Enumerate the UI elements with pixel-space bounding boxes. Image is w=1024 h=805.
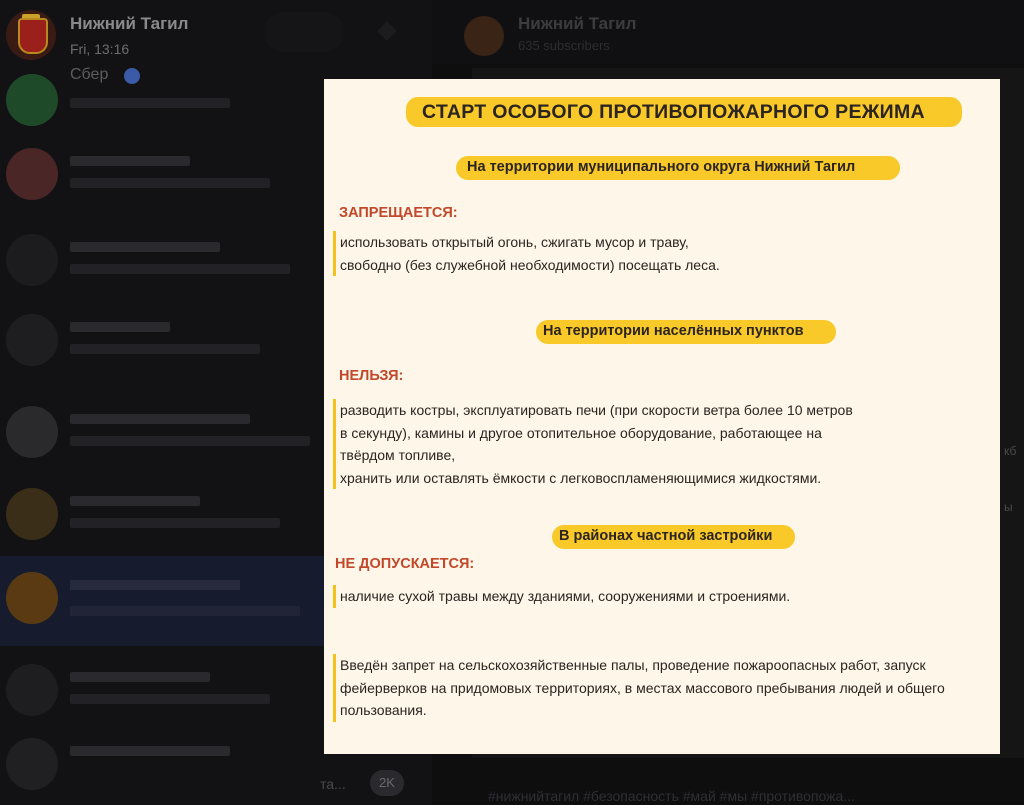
unread-badge: 2K [370,770,404,796]
not-allowed-label: НЕ ДОПУСКАЕТСЯ: [335,556,475,572]
chat-item-nizhny-tagil[interactable] [0,0,432,62]
additional-ban-note [333,654,945,722]
note-line: фейерверков на придомовых территориях, в местах массового пребывания людей и общего [340,679,945,696]
chat-title: Нижний Тагил [70,14,189,33]
section-heading-private-housing: В районах частной застройки [559,528,773,544]
avatar [6,572,58,624]
rule-line: наличие сухой травы между зданиями, сооружениями и строениями. [340,588,791,604]
channel-avatar [464,16,504,56]
avatar [6,488,58,540]
avatar [6,314,58,366]
poster-title: СТАРТ ОСОБОГО ПРОТИВОПОЖАРНОГО РЕЖИМА [422,101,925,123]
forbidden-label: НЕЛЬЗЯ: [339,368,404,384]
blurred-name [70,672,210,682]
chat-timestamp: Fri, 13:16 [70,41,130,57]
rules-block-private-housing [333,585,790,608]
post-hashtags: #нижнийтагил #безопасность #май #мы #противопожа... [488,788,855,804]
note-line: пользования. [340,702,427,718]
rule-line: разводить костры, эксплуатировать печи (при скорости ветра более 10 метров [340,402,853,418]
section-heading-settlements: На территории населённых пунктов [543,323,804,339]
rule-line: в секунду), камины и другое отопительное оборудование, работающее на [340,424,822,441]
blurred-preview [70,344,260,354]
avatar [6,234,58,286]
blurred-name [70,496,200,506]
avatar [6,664,58,716]
message-text-fragment: кб [1004,444,1017,458]
rules-block-municipal [333,231,720,276]
city-coat-of-arms-avatar [6,10,56,60]
story-circles[interactable] [264,12,344,52]
section-heading-municipal: На территории муниципального округа Нижний Тагил [467,159,856,175]
rule-line: твёрдом топливе, [340,447,456,463]
chat-preview-truncated: та... [320,776,346,792]
blurred-name [70,322,170,332]
blurred-preview [70,606,300,616]
blurred-preview [70,264,290,274]
blurred-preview [70,694,270,704]
rule-line: хранить или оставлять ёмкости с легковоспламеняющимися жидкостями. [340,469,822,486]
avatar [6,148,58,200]
blurred-preview [70,436,310,446]
message-text-fragment: ы [1004,500,1013,514]
chat-item-name: Сбер [70,66,109,83]
blurred-name [70,156,190,166]
rules-block-settlements [333,399,853,489]
avatar [6,738,58,790]
shield-icon [18,18,48,54]
fire-safety-poster [324,79,1000,754]
blurred-name [70,746,230,756]
blurred-preview [70,518,280,528]
blurred-preview [70,98,230,108]
rule-line: использовать открытый огонь, сжигать мусор и траву, [340,234,689,250]
channel-title: Нижний Тагил [518,14,637,33]
blurred-name [70,580,240,590]
avatar [6,406,58,458]
blurred-name [70,242,220,252]
prohibited-label: ЗАПРЕЩАЕТСЯ: [339,205,458,221]
channel-subscribers: 635 subscribers [518,38,610,53]
note-line: Введён запрет на сельскохозяйственные палы, проведение пожароопасных работ, запуск [340,657,926,673]
blurred-preview [70,178,270,188]
rule-line: свободно (без служебной необходимости) посещать леса. [340,256,720,273]
avatar [6,74,58,126]
blurred-name [70,414,250,424]
